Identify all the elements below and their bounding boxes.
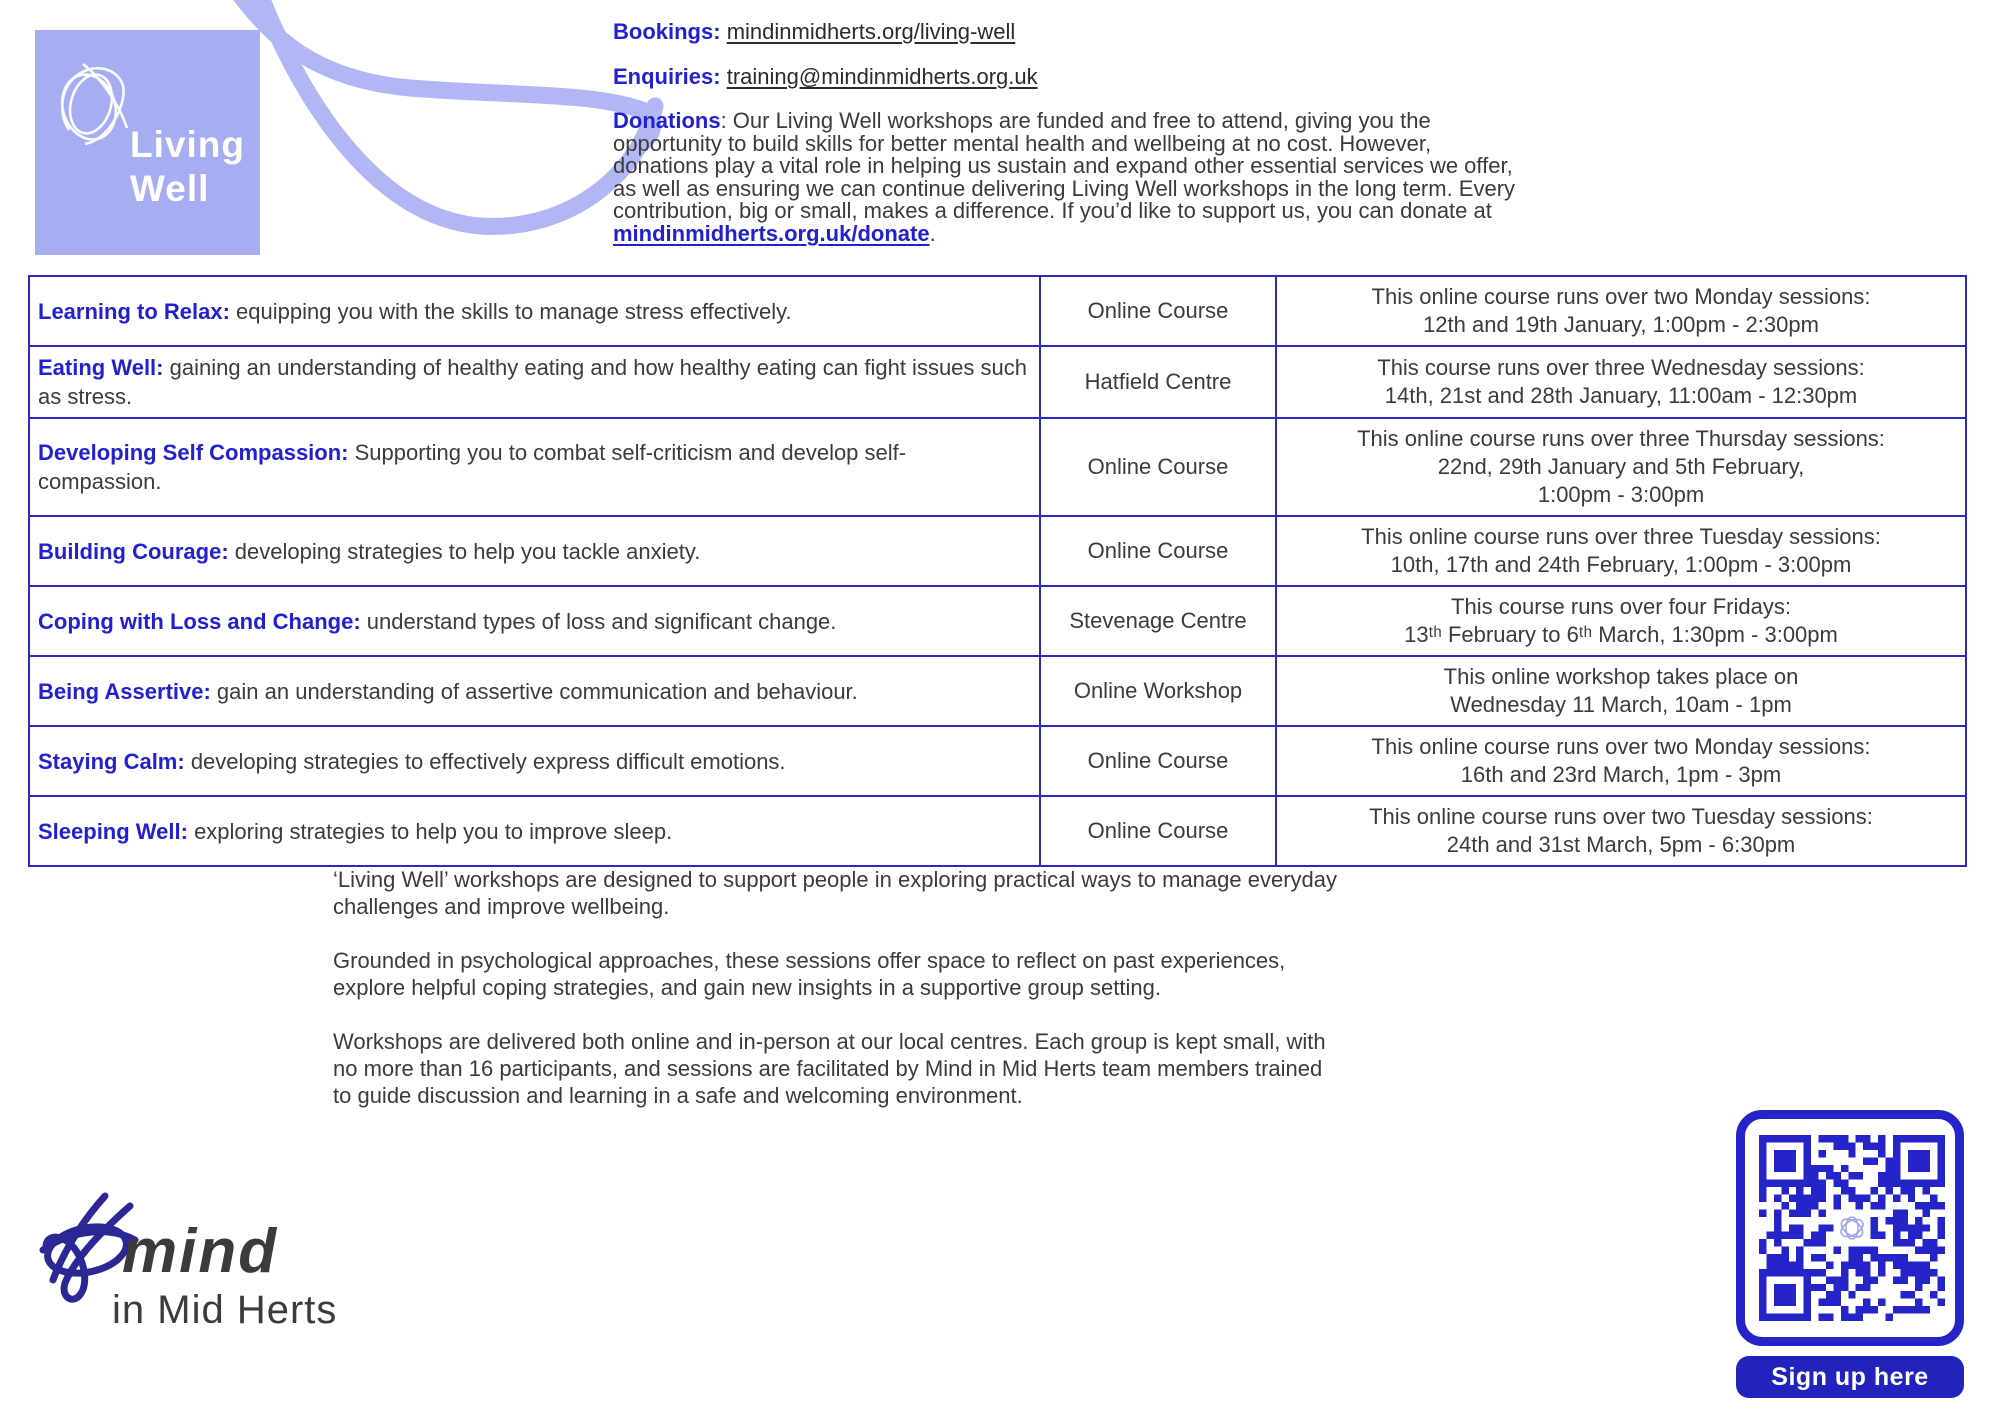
workshop-schedule: This online course runs over two Monday sessions: 16th and 23rd March, 1pm - 3pm <box>1276 726 1966 796</box>
table-row <box>29 726 1966 796</box>
workshop-cell <box>29 276 1040 346</box>
workshop-cell <box>29 418 1040 516</box>
footer-paragraph: Grounded in psychological approaches, these sessions offer space to reflect on past experiences, explore helpful coping strategies, and gain new insights in a supportive group setting. <box>333 948 1286 1000</box>
table-row <box>29 656 1966 726</box>
workshop-title: Being Assertive: <box>38 678 211 704</box>
enquiries-line <box>613 65 1531 88</box>
workshop-title: Learning to Relax: <box>38 298 230 324</box>
footer-paragraph: Workshops are delivered both online and in-person at our local centres. Each group is kept small, with no more than 16 participants, and sessions are facilitated by Mind in Mid Herts team members trained to guide discussion and learning in a safe and welcoming environment. <box>333 1029 1326 1108</box>
workshops-table <box>28 275 1967 867</box>
enquiries-link[interactable]: training@mindinmidherts.org.uk <box>726 64 1038 89</box>
footer-paragraphs <box>333 866 1338 1136</box>
bookings-label: Bookings: <box>613 19 721 44</box>
workshop-schedule: This course runs over three Wednesday sessions: 14th, 21st and 28th January, 11:00am - 12:30pm <box>1276 346 1966 418</box>
qr-center-logo <box>1832 1208 1872 1248</box>
workshop-location: Online Course <box>1040 726 1276 796</box>
workshop-location: Online Workshop <box>1040 656 1276 726</box>
workshop-title: Sleeping Well: <box>38 818 188 844</box>
enquiries-label: Enquiries: <box>613 64 721 89</box>
contact-block <box>613 20 1531 246</box>
table-row <box>29 418 1966 516</box>
living-well-logo-text: Living Well <box>130 124 245 209</box>
workshop-description: developing strategies to effectively express difficult emotions. <box>184 748 786 774</box>
qr-code <box>1736 1110 1964 1346</box>
bookings-line <box>613 20 1531 43</box>
sign-up-button[interactable]: Sign up here <box>1736 1356 1964 1398</box>
workshop-schedule: This online course runs over three Tuesday sessions: 10th, 17th and 24th February, 1:00pm - 3:00pm <box>1276 516 1966 586</box>
workshop-schedule: This online course runs over three Thursday sessions: 22nd, 29th January and 5th February, 1:00pm - 3:00pm <box>1276 418 1966 516</box>
table-row <box>29 346 1966 418</box>
workshop-location: Online Course <box>1040 418 1276 516</box>
workshop-cell <box>29 726 1040 796</box>
table-row <box>29 796 1966 866</box>
workshop-schedule: This online workshop takes place on Wednesday 11 March, 10am - 1pm <box>1276 656 1966 726</box>
workshop-location: Online Course <box>1040 796 1276 866</box>
workshops-table-body <box>29 276 1966 866</box>
workshop-title: Building Courage: <box>38 538 229 564</box>
donations-text: : Our Living Well workshops are funded and free to attend, giving you the opportunity to build skills for better mental health and wellbeing at no cost. However, donations play a vital role in helping us sustain and expand other essential services we offer, as well as ensuring we can continue delivering Living Well workshops in the long term. Every contribution, big or small, makes a difference. If you’d like to support us, you can donate at <box>613 108 1516 224</box>
workshop-schedule: This course runs over four Fridays: 13ᵗʰ February to 6ᵗʰ March, 1:30pm - 3:00pm <box>1276 586 1966 656</box>
mind-logo-word: mind <box>122 1217 279 1286</box>
workshop-title: Coping with Loss and Change: <box>38 608 361 634</box>
workshop-title: Developing Self Compassion: <box>38 440 349 465</box>
table-row <box>29 276 1966 346</box>
donations-label: Donations <box>613 108 721 133</box>
workshop-cell <box>29 796 1040 866</box>
table-row <box>29 586 1966 656</box>
mind-logo-subtext: in Mid Herts <box>112 1288 338 1332</box>
footer-paragraph: ‘Living Well’ workshops are designed to support people in exploring practical ways to manage everyday challenges and improve wellbeing. <box>333 867 1337 919</box>
donations-period: . <box>929 220 936 246</box>
living-well-logo <box>35 30 260 255</box>
workshop-schedule: This online course runs over two Monday sessions: 12th and 19th January, 1:00pm - 2:30pm <box>1276 276 1966 346</box>
workshop-cell <box>29 586 1040 656</box>
workshop-description: gain an understanding of assertive communication and behaviour. <box>210 678 858 704</box>
workshop-title: Staying Calm: <box>38 748 185 774</box>
workshop-description: equipping you with the skills to manage stress effectively. <box>229 298 792 324</box>
workshop-schedule: This online course runs over two Tuesday sessions: 24th and 31st March, 5pm - 6:30pm <box>1276 796 1966 866</box>
workshop-location: Hatfield Centre <box>1040 346 1276 418</box>
donate-link[interactable]: mindinmidherts.org.uk/donate <box>613 220 930 246</box>
bookings-link[interactable]: mindinmidherts.org/living-well <box>726 19 1016 44</box>
workshop-cell <box>29 516 1040 586</box>
workshop-location: Online Course <box>1040 516 1276 586</box>
scribble-circles-icon <box>49 52 139 152</box>
workshop-cell <box>29 656 1040 726</box>
workshop-description: Supporting you to combat self-criticism and develop self-compassion. <box>38 440 907 494</box>
workshop-cell <box>29 346 1040 418</box>
workshop-description: gaining an understanding of healthy eating and how healthy eating can fight issues such as stress. <box>38 355 1027 409</box>
workshop-description: developing strategies to help you tackle anxiety. <box>228 538 701 564</box>
workshop-description: exploring strategies to help you to improve sleep. <box>187 818 673 844</box>
workshop-location: Stevenage Centre <box>1040 586 1276 656</box>
table-row <box>29 516 1966 586</box>
workshop-description: understand types of loss and significant change. <box>360 608 837 634</box>
donations-paragraph <box>613 110 1531 246</box>
workshop-location: Online Course <box>1040 276 1276 346</box>
workshop-title: Eating Well: <box>38 355 164 380</box>
